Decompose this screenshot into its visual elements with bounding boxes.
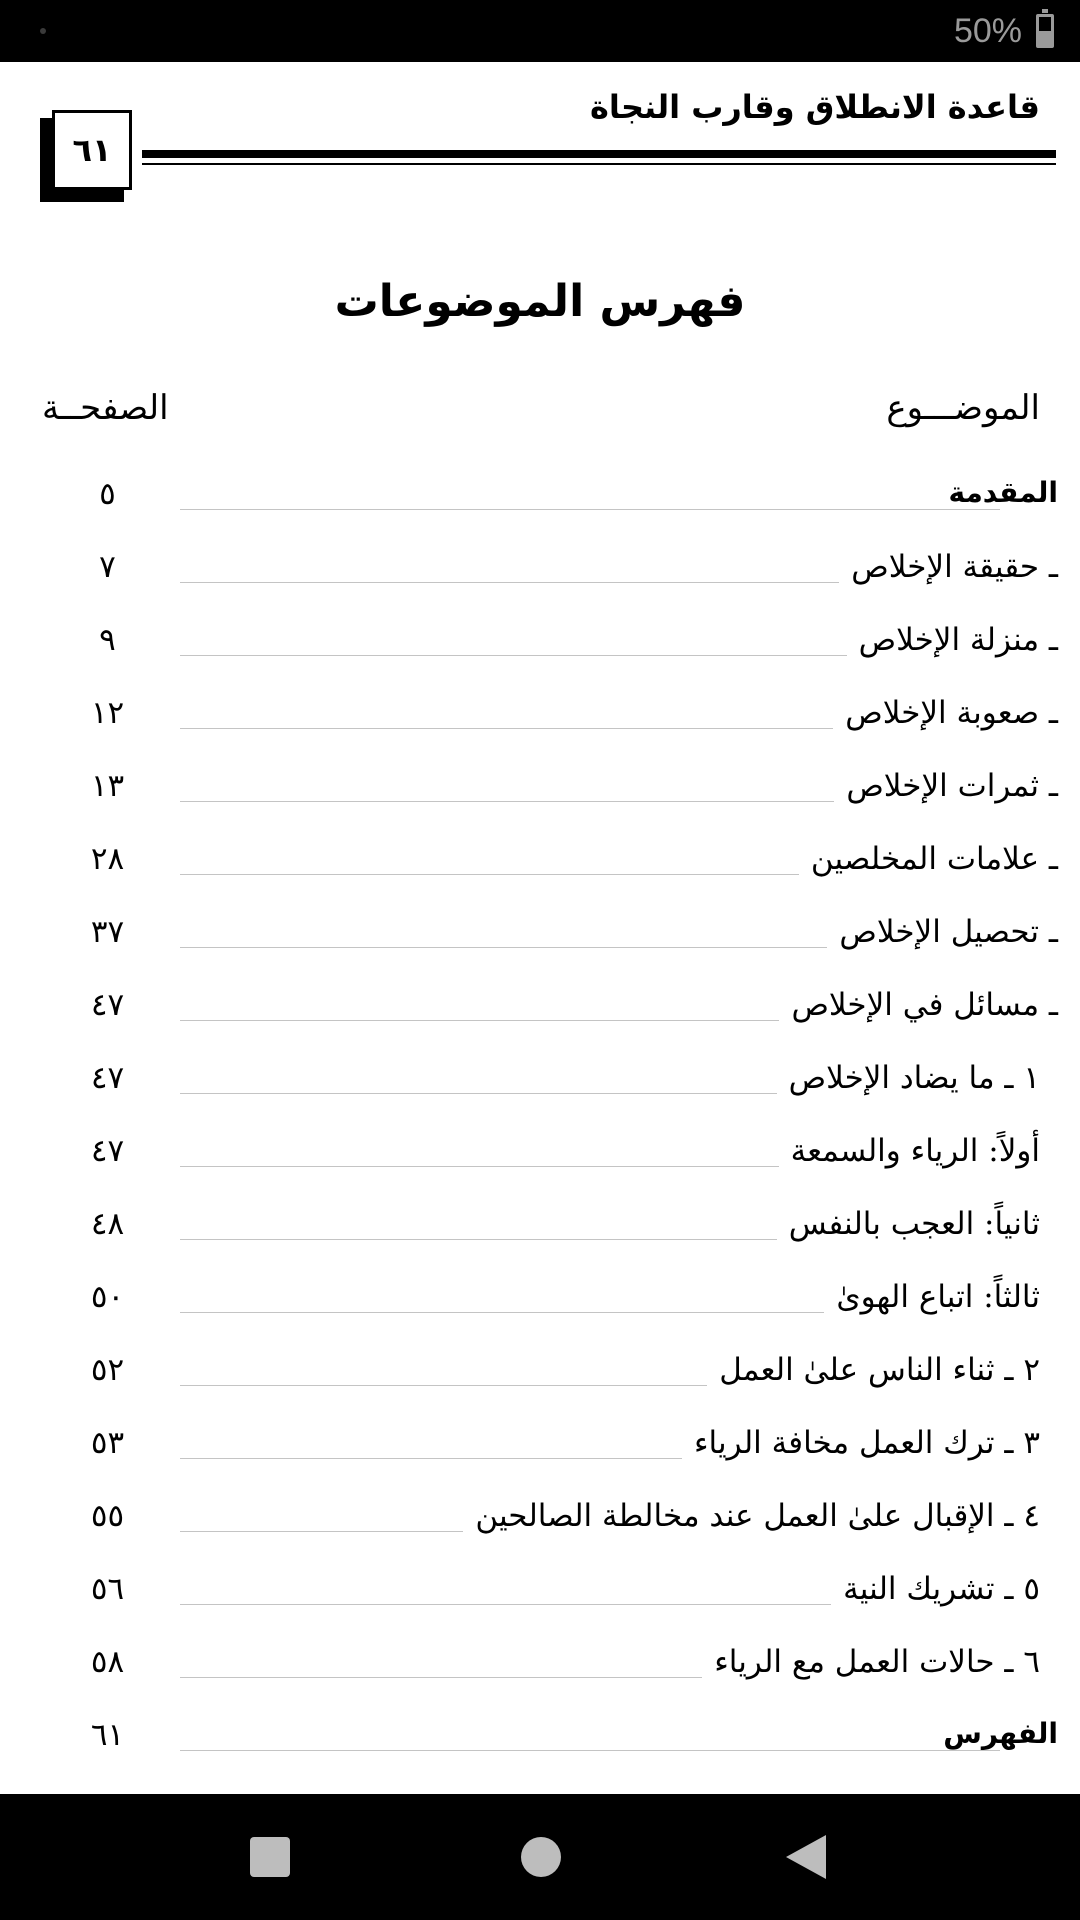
toc-entry-page: ٦١ — [90, 1717, 125, 1753]
toc-row[interactable] — [0, 1638, 1080, 1698]
toc-entry-page: ٤٨ — [90, 1206, 125, 1242]
toc-entry-page: ٥٨ — [90, 1644, 125, 1680]
dotted-leader — [180, 509, 1000, 510]
toc-entry-page: ١٣ — [90, 768, 125, 804]
toc-row[interactable] — [0, 981, 1080, 1041]
toc-entry-page: ٥٠ — [90, 1279, 125, 1315]
toc-row[interactable] — [0, 616, 1080, 676]
toc-entry-page: ٧ — [99, 549, 116, 585]
toc-entry-label: ٥ ـ تشريك النية — [831, 1571, 1040, 1607]
toc-title: فهرس الموضوعات — [334, 276, 746, 327]
toc-entry-label: ـ علامات المخلصين — [799, 841, 1058, 877]
toc-row[interactable] — [0, 1054, 1080, 1114]
recent-apps-square-icon[interactable] — [250, 1837, 290, 1877]
page-number: ٦١ — [72, 131, 112, 169]
toc-row[interactable] — [0, 762, 1080, 822]
navigation-bar — [0, 1794, 1080, 1920]
toc-row[interactable] — [0, 1127, 1080, 1187]
toc-row[interactable] — [0, 835, 1080, 895]
toc-row[interactable] — [0, 908, 1080, 968]
toc-entry-label: ٤ ـ الإقبال علىٰ العمل عند مخالطة الصالحين — [463, 1498, 1040, 1534]
toc-entry-label: ٦ ـ حالات العمل مع الرياء — [702, 1644, 1040, 1680]
toc-entry-page: ٣٧ — [90, 914, 125, 950]
toc-row[interactable] — [0, 1200, 1080, 1260]
toc-row[interactable] — [0, 1273, 1080, 1333]
toc-entry-page: ٥٢ — [90, 1352, 125, 1388]
toc-row[interactable] — [0, 1565, 1080, 1625]
toc-entry-page: ٥٥ — [90, 1498, 125, 1534]
toc-row[interactable] — [0, 470, 1080, 530]
toc-entry-page: ٤٧ — [90, 987, 125, 1023]
toc-row[interactable] — [0, 1711, 1080, 1771]
toc-entry-page: ٤٧ — [90, 1060, 125, 1096]
toc-entry-label: المقدمة — [936, 476, 1058, 509]
toc-entry-label: ـ منزلة الإخلاص — [847, 622, 1058, 658]
toc-entry-page: ٥٦ — [90, 1571, 125, 1607]
toc-entry-label: ـ صعوبة الإخلاص — [833, 695, 1058, 731]
toc-entry-page: ٩ — [99, 622, 116, 658]
back-triangle-icon[interactable] — [786, 1835, 826, 1879]
dotted-leader — [180, 1750, 1000, 1751]
toc-row[interactable] — [0, 1492, 1080, 1552]
toc-entry-label: الفهرس — [931, 1717, 1058, 1750]
toc-entry-label: ثانياً: العجب بالنفس — [777, 1206, 1040, 1242]
toc-entry-page: ٢٨ — [90, 841, 125, 877]
toc-entry-page: ٥ — [99, 476, 116, 512]
toc-entry-page: ١٢ — [90, 695, 125, 731]
toc-entry-label: ـ ثمرات الإخلاص — [834, 768, 1058, 804]
home-circle-icon[interactable] — [521, 1837, 561, 1877]
column-header-topic: الموضـــوع — [886, 388, 1040, 428]
toc-entry-page: ٤٧ — [90, 1133, 125, 1169]
toc-entry-label: ـ تحصيل الإخلاص — [827, 914, 1058, 950]
toc-entry-label: أولاً: الرياء والسمعة — [779, 1133, 1040, 1169]
toc-row[interactable] — [0, 1346, 1080, 1406]
toc-entry-label: ٣ ـ ترك العمل مخافة الرياء — [682, 1425, 1040, 1461]
toc-entry-label: ـ حقيقة الإخلاص — [839, 549, 1058, 585]
toc-row[interactable] — [0, 689, 1080, 749]
toc-entry-page: ٥٣ — [90, 1425, 125, 1461]
toc-entry-label: ـ مسائل في الإخلاص — [779, 987, 1058, 1023]
running-header-title: قاعدة الانطلاق وقارب النجاة — [590, 88, 1040, 126]
toc-row[interactable] — [0, 543, 1080, 603]
column-header-page: الصفحــة — [42, 388, 169, 428]
toc-row[interactable] — [0, 1419, 1080, 1479]
toc-entry-label: ٢ ـ ثناء الناس علىٰ العمل — [707, 1352, 1040, 1388]
toc-entry-label: ثالثاً: اتباع الهوىٰ — [824, 1279, 1040, 1315]
battery-percentage: 50% — [953, 12, 1022, 50]
toc-entry-label: ١ ـ ما يضاد الإخلاص — [777, 1060, 1040, 1096]
